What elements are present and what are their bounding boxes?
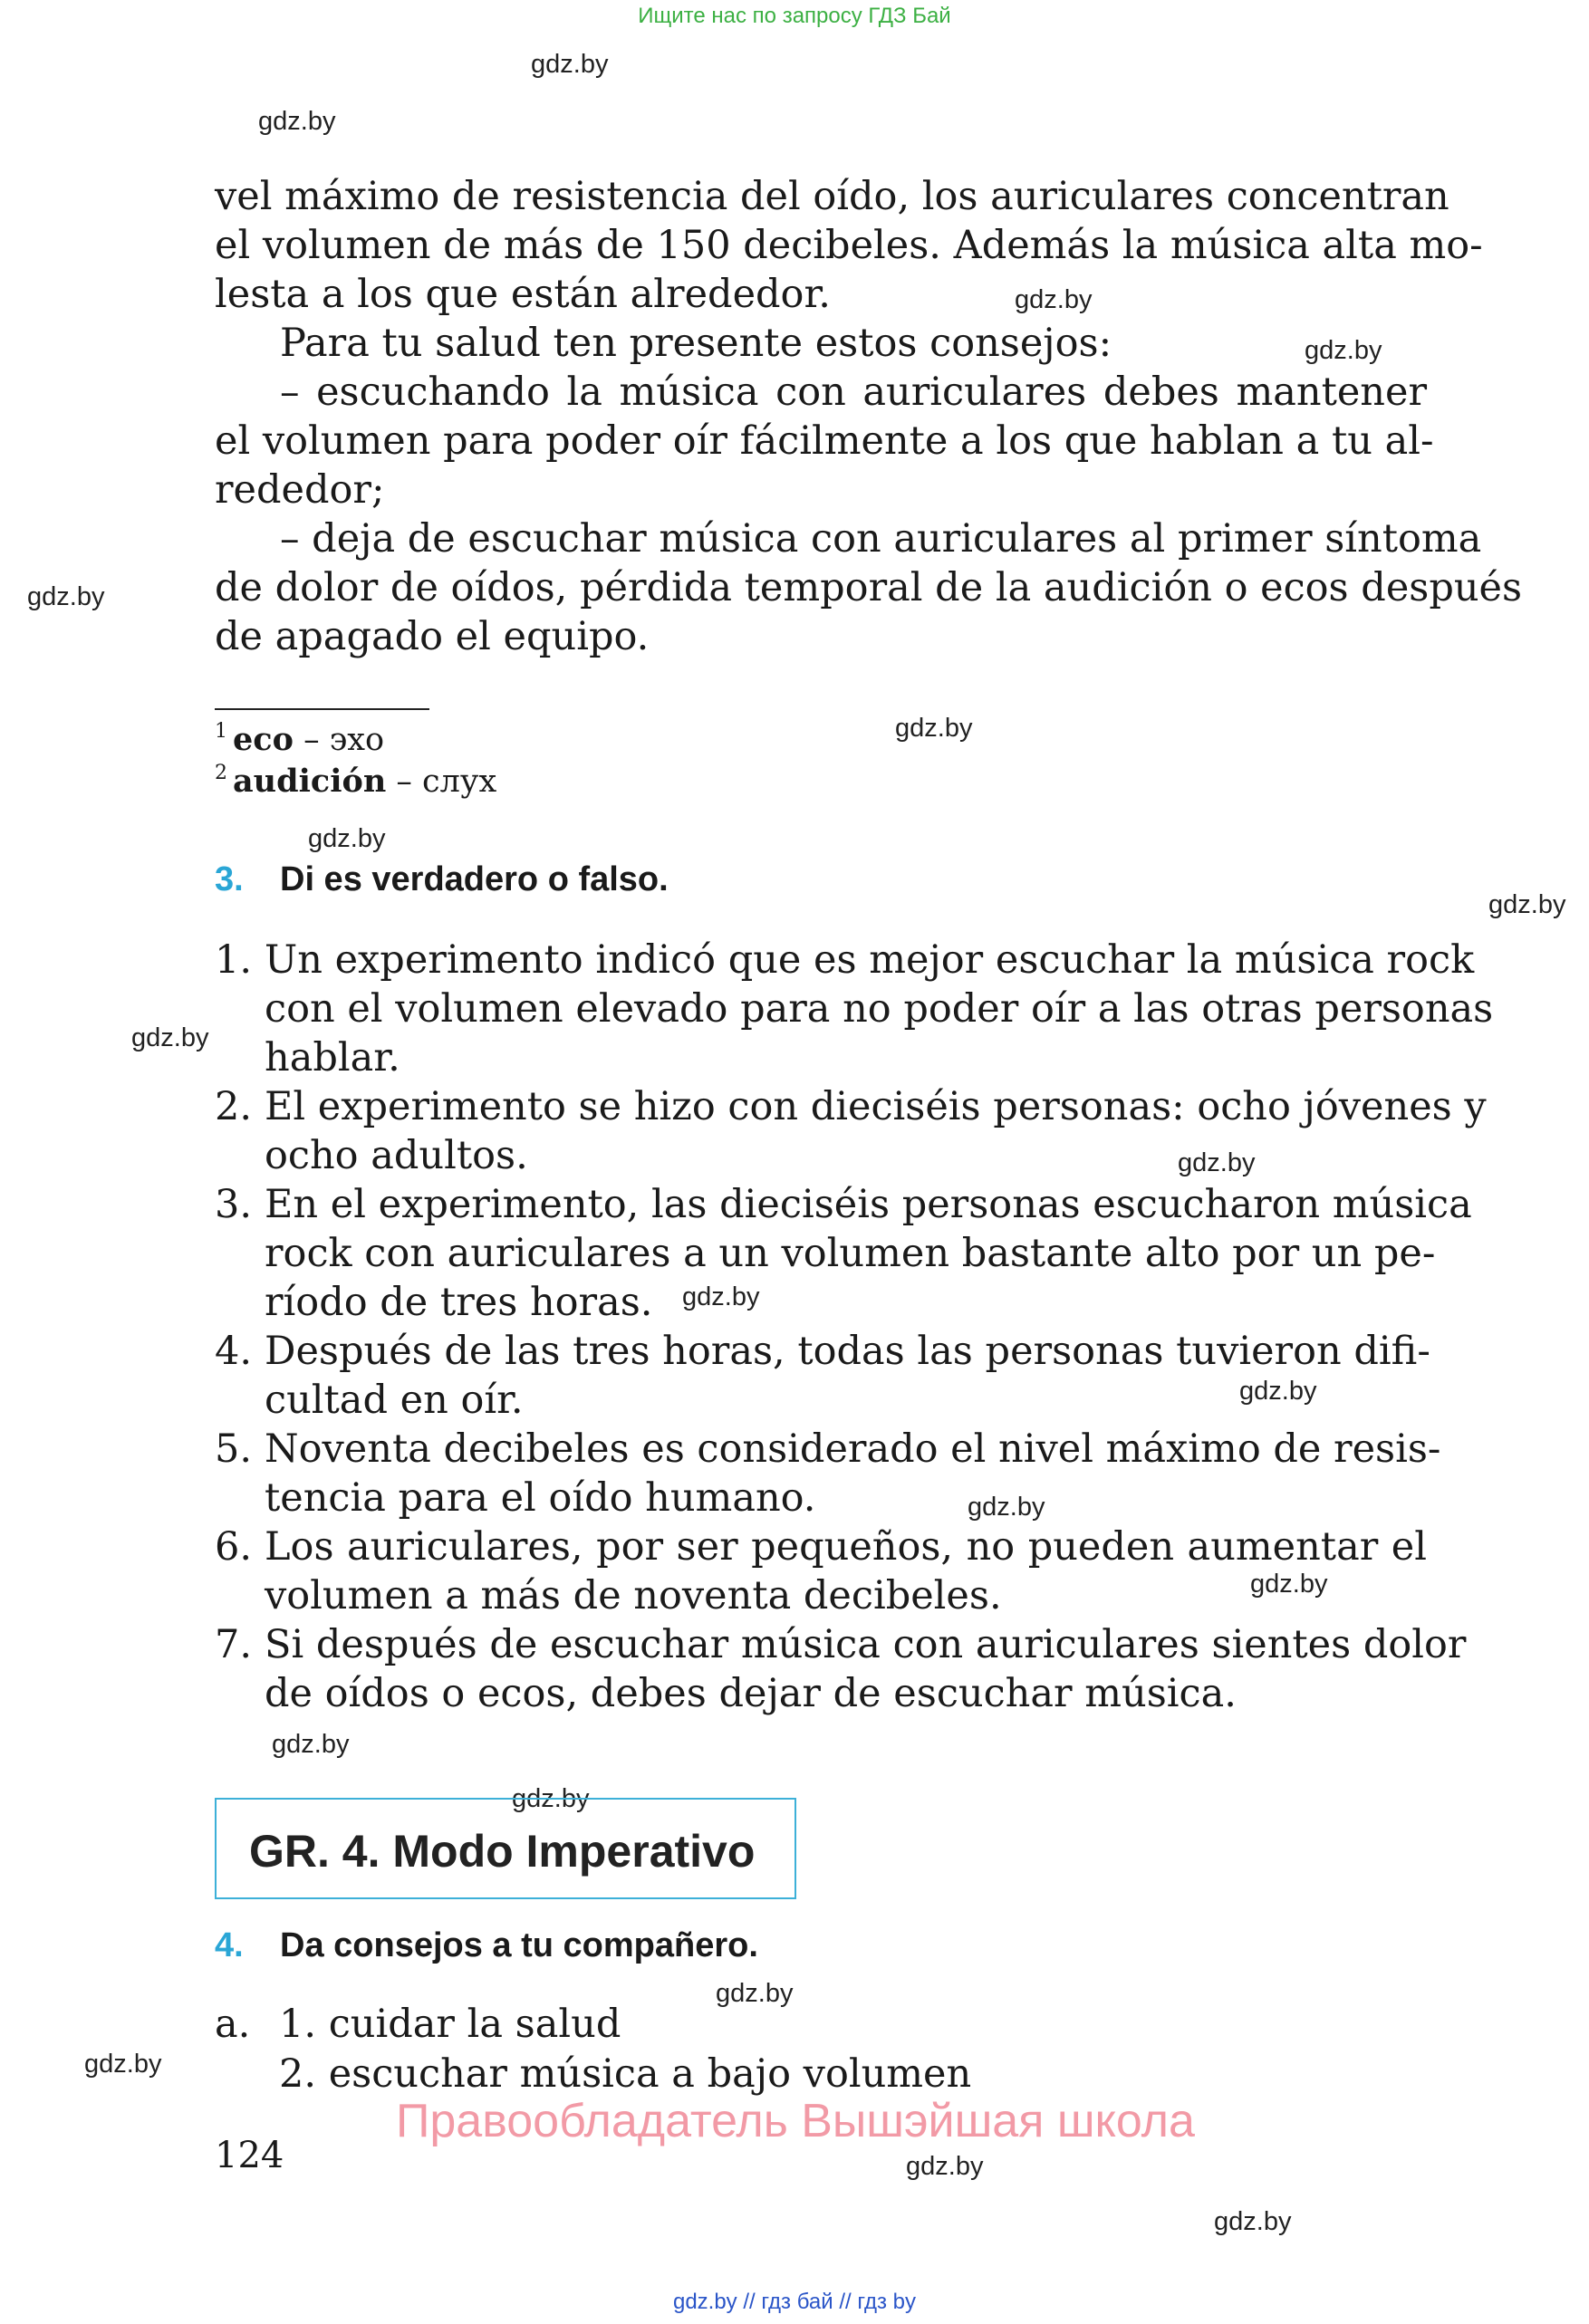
item-line: volumen a más de noventa decibeles. [265, 1573, 1002, 1618]
task-title: Da consejos a tu compañero. [280, 1926, 758, 1964]
page-number: 124 [215, 2135, 284, 2176]
item-line: cultad en oír. [265, 1378, 524, 1423]
paragraph-line: el volumen para poder oír fácilmente a los que hablan a tu al- [215, 418, 1434, 464]
footnote-mark: 2 [215, 762, 227, 784]
watermark: gdz.by [906, 2152, 984, 2181]
list-item [215, 1082, 1487, 1180]
watermark: gdz.by [258, 107, 336, 136]
task-heading [215, 860, 669, 899]
subtask-letter: a. [215, 2002, 251, 2047]
watermark: gdz.by [895, 714, 973, 743]
watermark: gdz.by [131, 1023, 209, 1052]
grammar-title: GR. 4. Modo Imperativo [249, 1826, 756, 1877]
item-line: Después de las tres horas, todas las personas tuvieron difi- [265, 1329, 1430, 1374]
footnote-translation: – слух [386, 763, 497, 800]
watermark: gdz.by [308, 824, 386, 853]
paragraph-line: el volumen de más de 150 decibeles. Además la música alta mo- [215, 223, 1483, 268]
footnote-term: audición [233, 763, 387, 800]
item-line: con el volumen elevado para no poder oír a las otras personas [265, 986, 1494, 1032]
list-item [215, 1425, 1441, 1522]
task-number: 4. [215, 1926, 244, 1964]
watermark: gdz.by [1250, 1570, 1328, 1599]
item-line: tencia para el oído humano. [265, 1475, 816, 1521]
watermark: gdz.by [1488, 890, 1566, 919]
footnote [215, 762, 496, 800]
footnote-mark: 1 [215, 720, 227, 743]
paragraph-line: Para tu salud ten presente estos consejos: [280, 321, 1112, 366]
paragraph-line: – deja de escuchar música con auriculares al primer síntoma [280, 516, 1482, 562]
item-number: 3. [215, 1182, 253, 1227]
watermark: gdz.by [27, 582, 105, 611]
paragraph-line: – escuchando la música con auriculares debes mantener [280, 370, 1427, 415]
list-item [215, 1522, 1427, 1620]
watermark: gdz.by [531, 50, 609, 79]
item-line: Noventa decibeles es considerado el nivel máximo de resis- [265, 1426, 1441, 1472]
watermark: gdz.by [682, 1282, 760, 1311]
watermark: gdz.by [1178, 1148, 1256, 1177]
footnote-divider [215, 708, 429, 710]
list-item [215, 1620, 1467, 1718]
bottom-banner[interactable]: gdz.by // гдз бай // гдз by [672, 2290, 917, 2314]
watermark: gdz.by [272, 1730, 350, 1759]
watermark: gdz.by [968, 1493, 1045, 1522]
item-line: ocho adultos. [265, 1133, 528, 1178]
subtask-item: 1. cuidar la salud [279, 2002, 621, 2047]
item-number: 4. [215, 1329, 253, 1374]
item-line: hablar. [265, 1035, 400, 1080]
item-number: 5. [215, 1426, 253, 1472]
subtask-item: 2. escuchar música a bajo volumen [279, 2051, 972, 2097]
item-number: 7. [215, 1622, 253, 1667]
top-banner[interactable]: Ищите нас по запросу ГДЗ Бай [638, 4, 951, 28]
copyright-owner-notice: Правообладатель Вышэйшая школа [396, 2095, 1195, 2147]
item-line: Los auriculares, por ser pequeños, no pueden aumentar el [265, 1524, 1427, 1570]
item-line: ríodo de tres horas. [265, 1280, 653, 1325]
statement-list [215, 936, 1494, 1718]
watermark: gdz.by [84, 2050, 162, 2079]
task-heading [215, 1926, 758, 1965]
reading-paragraph [215, 172, 1523, 661]
item-line: de oídos o ecos, debes dejar de escuchar música. [265, 1671, 1237, 1716]
watermark: gdz.by [1305, 336, 1382, 365]
paragraph-line: de apagado el equipo. [215, 614, 650, 659]
paragraph-line: lesta a los que están alrededor. [215, 272, 831, 317]
watermark: gdz.by [716, 1979, 794, 2008]
item-number: 6. [215, 1524, 253, 1570]
item-number: 1. [215, 937, 253, 983]
watermark: gdz.by [1015, 285, 1093, 314]
watermark: gdz.by [1214, 2207, 1292, 2236]
paragraph-line: de dolor de oídos, pérdida temporal de la audición o ecos después [215, 565, 1523, 610]
item-number: 2. [215, 1084, 253, 1129]
task-title: Di es verdadero o falso. [280, 860, 669, 898]
list-item [215, 1180, 1472, 1327]
paragraph-line: vel máximo de resistencia del oído, los auriculares concentran [215, 174, 1449, 219]
task-number: 3. [215, 860, 244, 898]
paragraph-line: rededor; [215, 467, 385, 513]
footnote-term: eco [233, 721, 294, 758]
watermark: gdz.by [512, 1784, 590, 1813]
item-line: Si después de escuchar música con auriculares sientes dolor [265, 1622, 1467, 1667]
item-line: El experimento se hizo con dieciséis personas: ocho jóvenes y [265, 1084, 1487, 1129]
item-line: En el experimento, las dieciséis personas escucharon música [265, 1182, 1472, 1227]
watermark: gdz.by [1239, 1377, 1317, 1406]
item-line: rock con auriculares a un volumen bastante alto por un pe- [265, 1231, 1436, 1276]
footnote-translation: – эхо [293, 722, 385, 758]
item-line: Un experimento indicó que es mejor escuchar la música rock [265, 937, 1475, 983]
grammar-reference-box[interactable] [215, 1798, 796, 1899]
list-item [215, 936, 1494, 1082]
list-item [215, 1327, 1430, 1425]
footnote [215, 720, 384, 758]
